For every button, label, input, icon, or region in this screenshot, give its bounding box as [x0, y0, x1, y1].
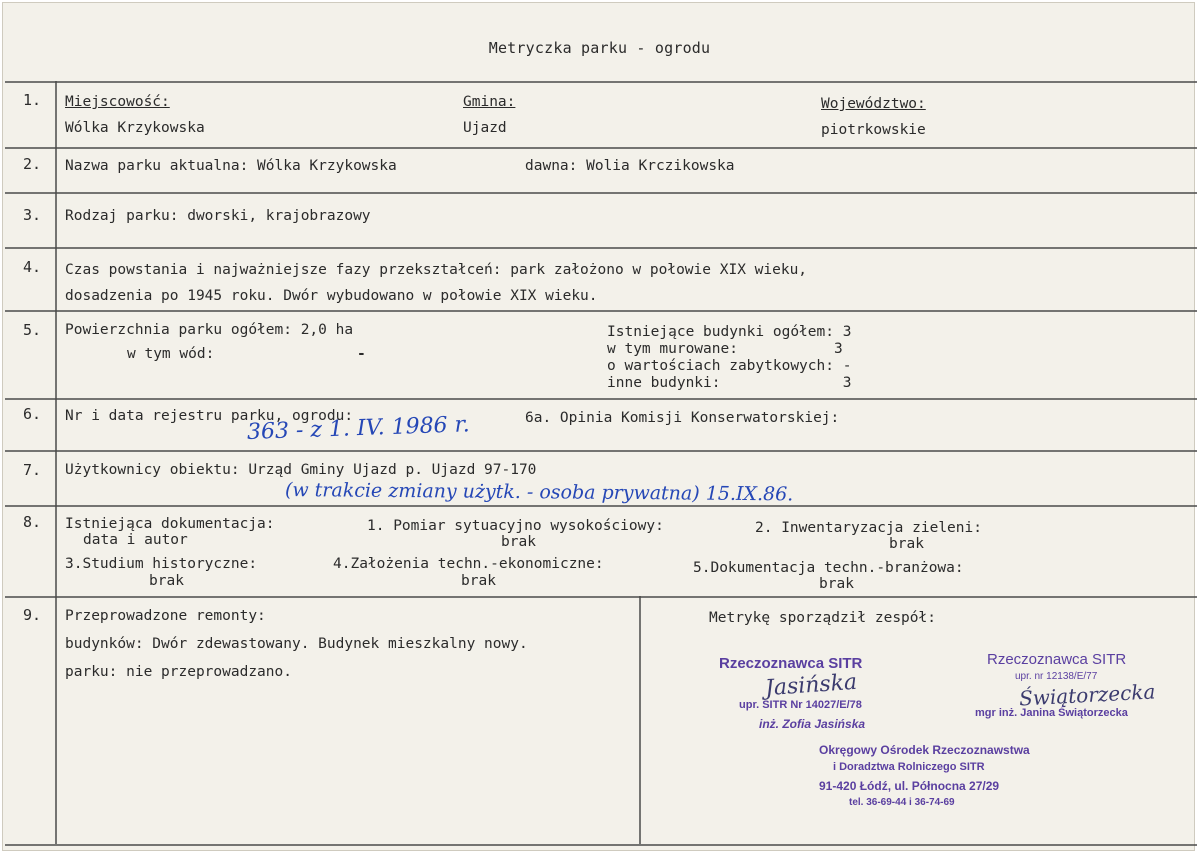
stamp-1-number: upr. SITR Nr 14027/E/78 — [739, 699, 862, 711]
stamp-2-number: upr. nr 12138/E/77 — [1015, 671, 1098, 682]
users-handwritten: (w trakcie zmiany użytk. - osoba prywatna) 15.IX.86. — [284, 479, 794, 506]
park-name-current: Nazwa parku aktualna: Wólka Krzykowska — [65, 158, 397, 174]
row-divider — [5, 310, 1197, 312]
office-stamp-line-3: 91-420 Łódź, ul. Północna 27/29 — [819, 779, 1000, 793]
signature-2: Świątorzecka — [1018, 679, 1156, 711]
buildings-brick: w tym murowane: 3 — [607, 341, 843, 357]
survey-value: brak — [501, 534, 536, 550]
wojewodztwo-value: piotrkowskie — [821, 122, 926, 138]
survey-label: 1. Pomiar sytuacyjno wysokościowy: — [367, 518, 664, 534]
buildings-historic: o wartościach zabytkowych: - — [607, 358, 852, 374]
park-area: Powierzchnia parku ogółem: 2,0 ha — [65, 322, 354, 338]
history-line-2: dosadzenia po 1945 roku. Dwór wybudowano w połowie XIX wieku. — [65, 288, 598, 304]
branch-docs-label: 5.Dokumentacja techn.-branżowa: — [693, 560, 964, 576]
renovations-label: Przeprowadzone remonty: — [65, 608, 266, 624]
register-label: Nr i data rejestru parku, ogrodu: — [65, 408, 354, 424]
users-of-object: Użytkownicy obiektu: Urząd Gminy Ujazd p. Ujazd 97-170 — [65, 462, 537, 478]
row-divider — [5, 398, 1197, 400]
row-number-6: 6. — [22, 405, 42, 423]
row-number-9: 9. — [22, 606, 42, 624]
renovations-buildings: budynków: Dwór zdewastowany. Budynek mieszkalny nowy. — [65, 636, 528, 652]
row-divider — [5, 505, 1197, 507]
stamp-1-title: Rzeczoznawca SITR — [719, 655, 863, 672]
office-stamp-line-2: i Doradztwa Rolniczego SITR — [833, 761, 985, 773]
gmina-label: Gmina: — [463, 94, 516, 110]
water-area-value: - — [357, 346, 366, 362]
record-card — [2, 2, 1195, 851]
page-title: Metryczka parku - ogrodu — [488, 39, 711, 57]
miejscowosc-value: Wólka Krzykowska — [65, 120, 205, 136]
row-divider — [5, 247, 1197, 249]
buildings-total: Istniejące budynki ogółem: 3 — [607, 324, 852, 340]
register-handwritten: 363 - z 1. IV. 1986 r. — [246, 412, 471, 445]
number-column-divider — [55, 81, 57, 844]
inventory-value: brak — [889, 536, 924, 552]
row-number-4: 4. — [22, 258, 42, 276]
historical-study-value: brak — [149, 573, 184, 589]
team-label: Metrykę sporządził zespół: — [709, 610, 936, 626]
documentation-label: Istniejąca dokumentacja: — [65, 516, 275, 532]
miejscowosc-label: Miejscowość: — [65, 94, 170, 110]
row-number-7: 7. — [22, 461, 42, 479]
stamp-2-title: Rzeczoznawca SITR — [987, 651, 1127, 668]
gmina-value: Ujazd — [463, 120, 507, 136]
techno-economic-value: brak — [461, 573, 496, 589]
row-number-5: 5. — [22, 321, 42, 339]
inventory-label: 2. Inwentaryzacja zieleni: — [755, 520, 982, 536]
buildings-other: inne budynki: 3 — [607, 375, 852, 391]
row-divider — [5, 147, 1197, 149]
row-number-8: 8. — [22, 513, 42, 531]
row-number-1: 1. — [22, 91, 42, 109]
signature-1: Jasińska — [764, 669, 858, 702]
branch-docs-value: brak — [819, 576, 854, 592]
office-stamp-line-1: Okręgowy Ośrodek Rzeczoznawstwa — [819, 743, 1030, 757]
documentation-sublabel: data i autor — [83, 532, 188, 548]
stamp-1-name: inż. Zofia Jasińska — [759, 717, 866, 731]
row-divider — [5, 596, 1197, 598]
water-area-label: w tym wód: — [127, 346, 215, 362]
stamp-2-name: mgr inż. Janina Świątorzecka — [975, 707, 1128, 719]
park-type: Rodzaj parku: dworski, krajobrazowy — [65, 208, 371, 224]
historical-study-label: 3.Studium historyczne: — [65, 556, 258, 572]
commission-opinion-label: 6a. Opinia Komisji Konserwatorskiej: — [525, 410, 840, 426]
history-line-1: Czas powstania i najważniejsze fazy przekształceń: park założono w połowie XIX wieku, — [65, 262, 808, 278]
row-divider — [5, 450, 1197, 452]
section-9-divider — [639, 596, 641, 844]
park-name-former: dawna: Wolia Krczikowska — [525, 158, 735, 174]
row-divider — [5, 844, 1197, 846]
office-stamp-line-4: tel. 36-69-44 i 36-74-69 — [849, 797, 955, 808]
renovations-park: parku: nie przeprowadzano. — [65, 664, 292, 680]
row-number-3: 3. — [22, 206, 42, 224]
techno-economic-label: 4.Założenia techn.-ekonomiczne: — [333, 556, 604, 572]
row-divider — [5, 81, 1197, 83]
row-divider — [5, 192, 1197, 194]
row-number-2: 2. — [22, 155, 42, 173]
wojewodztwo-label: Województwo: — [821, 96, 926, 112]
